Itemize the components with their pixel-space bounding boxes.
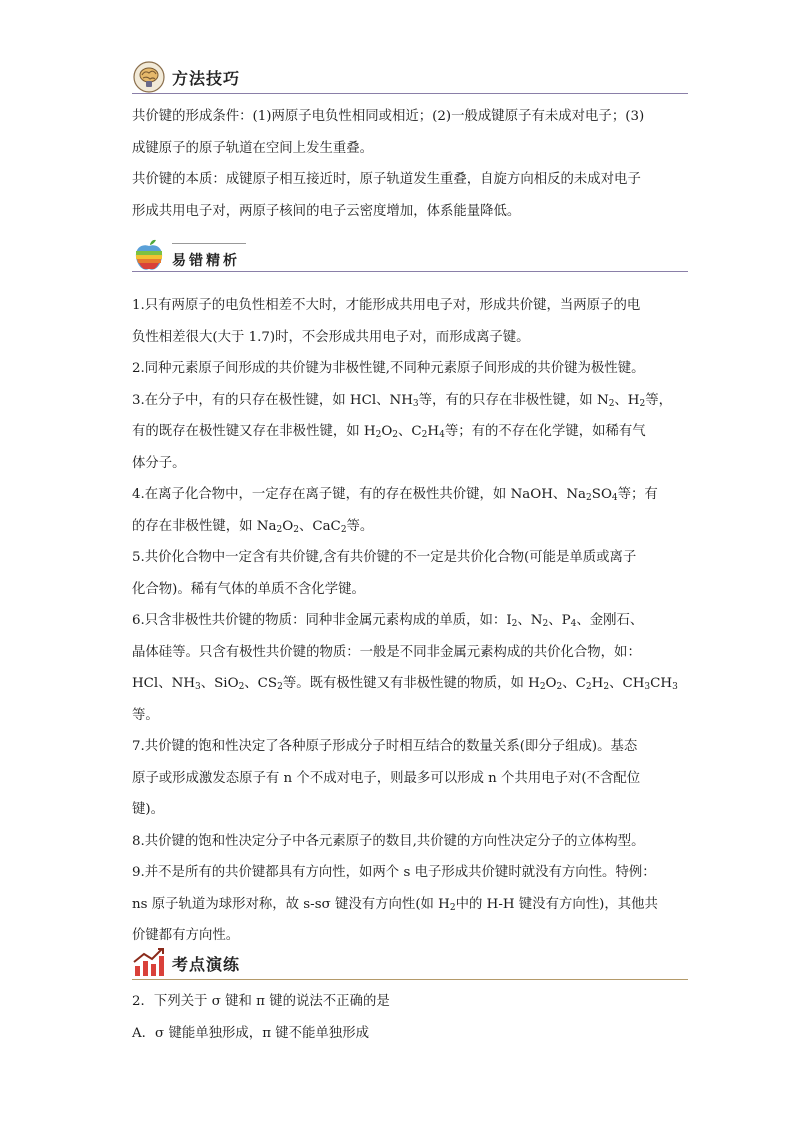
pitfalls-section-title: 易错精析 [172, 253, 240, 269]
exercise-body [132, 986, 692, 1049]
growth-chart-icon [132, 946, 168, 980]
pitfall-line: 8.共价键的饱和性决定分子中各元素原子的数目,共价键的方向性决定分子的立体构型。 [132, 833, 645, 849]
pitfall-line: 原子或形成激发态原子有 n 个不成对电子，则最多可以形成 n 个共用电子对(不含配位 [132, 770, 641, 786]
pitfall-line: 2.同种元素原子间形成的共价键为非极性键,不同种元素原子间形成的共价键为极性键。 [132, 361, 645, 376]
question-text: 2．下列关于 σ 键和 π 键的说法不正确的是 [132, 994, 390, 1009]
pitfall-line: 体分子。 [132, 455, 186, 471]
pitfall-line: 7.共价键的饱和性决定了各种原子形成分子时相互结合的数量关系(即分子组成)。基态 [132, 739, 638, 754]
pitfall-line: 键)。 [132, 802, 165, 817]
pitfall-line: 等。 [132, 707, 159, 723]
method-paragraph [132, 101, 692, 227]
method-line: 成键原子的原子轨道在空间上发生重叠。 [132, 140, 374, 156]
pitfall-line: 6.只含非极性共价键的物质：同种非金属元素构成的单质，如：$I_2$、$N_2$、$P_4$、金刚石、 [132, 613, 644, 629]
pitfall-line: 的存在非极性键，如 $Na_2O_2$、CaC$_2$等。 [132, 518, 374, 535]
apple-icon [132, 238, 168, 272]
pitfall-line: HCl、$NH_3$、SiO$_2$、$CS_2$等。既有极性键又有非极性键的物质，如 $H_2O_2$、$C_2H_2$、$CH_3CH_3$ [132, 676, 678, 692]
pitfall-line: 负性相差很大(大于 1.7)时，不会形成共用电子对，而形成离子键。 [132, 329, 530, 345]
pitfall-line: 晶体硅等。只含有极性共价键的物质：一般是不同非金属元素构成的共价化合物，如： [132, 644, 641, 660]
pitfall-line: 4.在离子化合物中，一定存在离子键，有的存在极性共价键，如 NaOH、$Na_2SO_4$等；有 [132, 487, 658, 503]
pitfall-line: 1.只有两原子的电负性相差不大时，才能形成共用电子对，形成共价键，当两原子的电 [132, 298, 641, 313]
pitfall-line: ns 原子轨道为球形对称，故 s-sσ 键没有方向性(如 $H_2$中的 H-H 键没有方向性)，其他共 [132, 896, 658, 913]
pitfall-line: 5.共价化合物中一定含有共价键,含有共价键的不一定是共价化合物(可能是单质或离子 [132, 550, 637, 565]
method-line: 形成共用电子对，两原子核间的电子云密度增加，体系能量降低。 [132, 203, 521, 219]
brain-icon [132, 60, 168, 94]
method-line: 共价键的形成条件：(1)两原子电负性相同或相近；(2)一般成键原子有未成对电子；(3) [132, 109, 645, 124]
exercise-divider [132, 979, 688, 980]
pitfall-line: 3.在分子中，有的只存在极性键，如 HCl、$NH_3$等，有的只存在非极性键，如 $N_2$、$H_2$等， [132, 392, 673, 409]
pitfalls-divider [132, 271, 688, 272]
pitfall-line: 价键都有方向性。 [132, 928, 240, 943]
pitfall-line: 化合物)。稀有气体的单质不含化学键。 [132, 581, 365, 597]
method-section-title: 方法技巧 [172, 69, 241, 88]
exercise-section-title: 考点演练 [172, 955, 241, 974]
exercise-section-header [132, 946, 688, 980]
option-a: A．σ 键能单独形成，π 键不能单独形成 [132, 1025, 369, 1041]
method-divider [132, 93, 688, 94]
pitfalls-section-header [132, 238, 688, 272]
pitfall-line: 有的既存在极性键又存在非极性键，如 $H_2O_2$、$C_2H_4$等；有的不存在化学键，如稀有气 [132, 424, 646, 440]
pitfall-line: 9.并不是所有的共价键都具有方向性，如两个 s 电子形成共价键时就没有方向性。特例： [132, 865, 656, 880]
pitfalls-body [132, 290, 692, 952]
pitfalls-top-rule [172, 243, 246, 244]
method-line: 共价键的本质：成键原子相互接近时，原子轨道发生重叠，自旋方向相反的未成对电子 [132, 172, 641, 187]
method-section-header [132, 60, 688, 94]
